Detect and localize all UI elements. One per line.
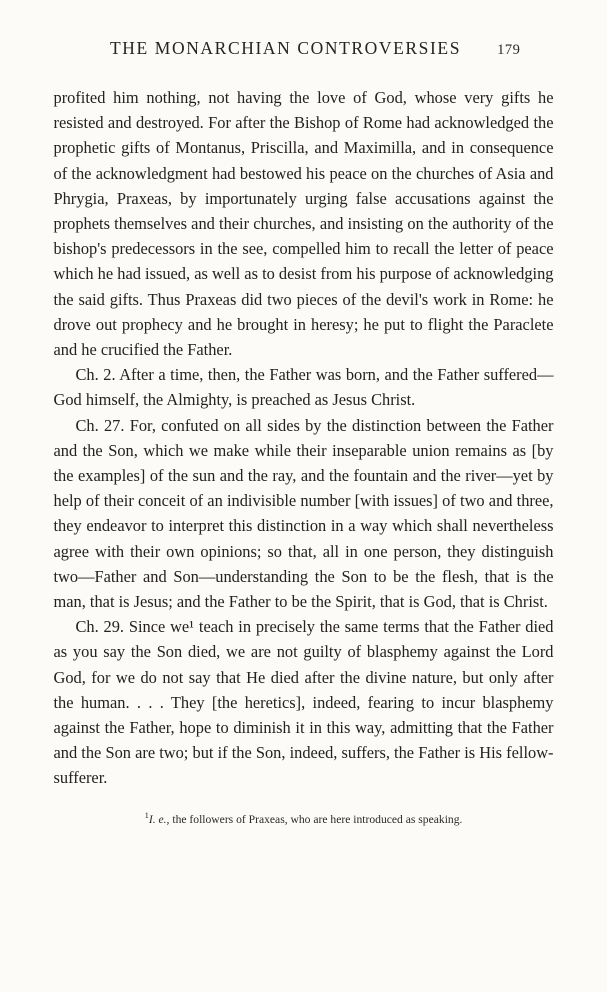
page-header <box>110 38 559 59</box>
page-number: 179 <box>497 42 521 58</box>
footnote-marker: 1 <box>144 809 149 820</box>
footnote <box>54 807 554 828</box>
footnote-text: the followers of Praxeas, who are here introduced as speaking. <box>172 812 463 826</box>
running-head: THE MONARCHIAN CONTROVERSIES <box>110 38 462 58</box>
paragraph-4: Ch. 29. Since we¹ teach in precisely the same terms that the Father died as you say the Son died, we are not guilty of blasphemy against the Lord God, for we do not say that He died after the divine nature, but only after the human. . . . They [the heretics], indeed, fearing to incur blasphemy against the Father, hope to diminish it in this way, admitting that the Father and the Son are two; but if the Son, indeed, suffers, the Father is His fellow-sufferer. <box>53 617 554 788</box>
paragraph-2: Ch. 2. After a time, then, the Father was born, and the Father suffered—God himself, the Almighty, is preached as Jesus Christ. <box>53 365 554 410</box>
body-text <box>54 85 554 791</box>
paragraph-1: profited him nothing, not having the love of God, whose very gifts he resisted and destroyed. For after the Bishop of Rome had acknowledged the prophetic gifts of Montanus, Priscilla, and Maximilla, and in consequence of the acknowledgment had bestowed his peace on the churches of Asia and Phrygia, Praxeas, by importunately urging false accusations against the prophets themselves and their churches, and insisting on the authority of the bishop's predecessors in the see, compelled him to recall the letter of peace which he had issued, as well as to desist from his purpose of acknowledging the said gifts. Thus Praxeas did two pieces of the devil's work in Rome: he drove out prophecy and he brought in heresy; he put to flight the Paraclete and he crucified the Father. <box>53 88 554 360</box>
paragraph-3: Ch. 27. For, confuted on all sides by the distinction between the Father and the Son, which we make while their inseparable union remains as [by the examples] of the sun and the ray, and the fountain and the river—yet by help of their conceit of an indivisible number [with issues] of two and three, they endeavor to interpret this distinction in a way which shall nevertheless agree with their own opinions; so that, all in one person, they distinguish two—Father and Son—understanding the Son to be the flesh, that is the man, that is Jesus; and the Father to be the Spirit, that is God, that is Christ. <box>53 415 554 612</box>
footnote-italic: I. e., <box>148 812 170 826</box>
